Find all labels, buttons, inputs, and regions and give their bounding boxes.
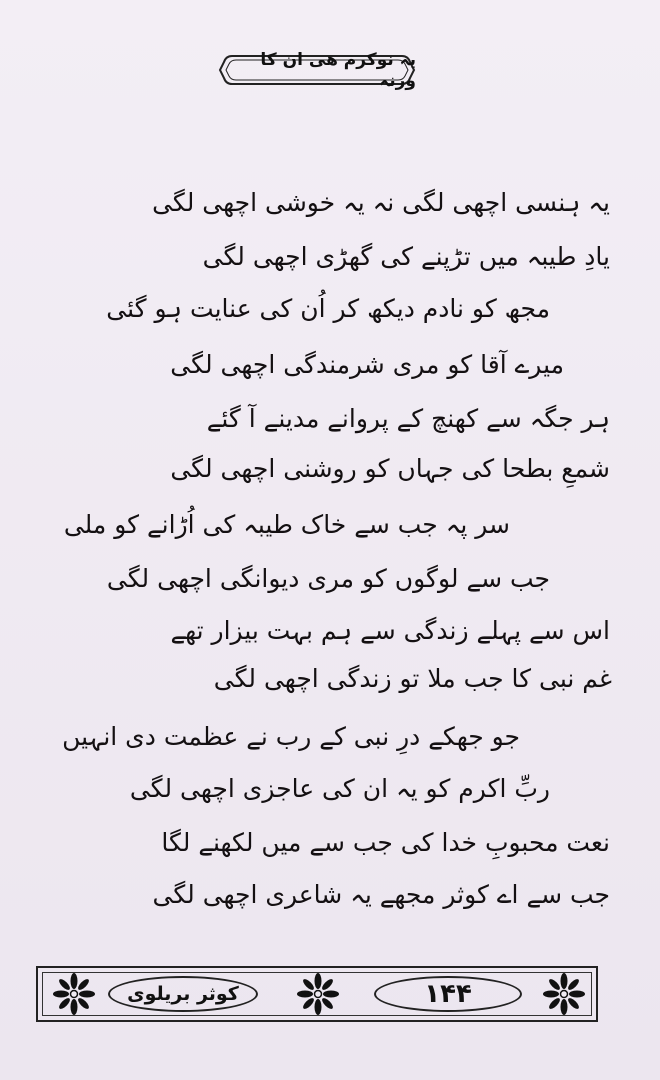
verse-line: غم نبی کا جب ملا تو زندگی اچھی لگی <box>213 664 612 693</box>
star-ornament-icon <box>542 972 586 1016</box>
verse-line: یہ ہنسی اچھی لگی نہ یہ خوشی اچھی لگی <box>152 188 610 217</box>
verse-line: ہر جگہ سے کھنچ کے پروانے مدینے آ گئے <box>206 404 610 433</box>
page-number: ۱۴۴ <box>424 979 472 1009</box>
verse-line: میرے آقا کو مری شرمندگی اچھی لگی <box>170 350 564 379</box>
verse-line: جب سے لوگوں کو مری دیوانگی اچھی لگی <box>106 564 550 593</box>
verse-line: ربِّ اکرم کو یہ ان کی عاجزی اچھی لگی <box>129 774 550 803</box>
poet-name: کوثر بریلوی <box>127 983 239 1005</box>
verse-line: جب سے اے کوثر مجھے یہ شاعری اچھی لگی <box>152 880 610 909</box>
verse-line: اس سے پہلے زندگی سے ہم بہت بیزار تھے <box>170 616 610 645</box>
verse-line: جو جھکے درِ نبی کے رب نے عظمت دی انہیں <box>62 722 520 751</box>
poet-name-oval <box>108 976 258 1012</box>
page-number-oval <box>374 976 522 1012</box>
header-title: یہ نوکرم ھی ان کا ورنہ <box>260 50 416 91</box>
star-ornament-icon <box>52 972 96 1016</box>
star-ornament-icon <box>296 972 340 1016</box>
verse-line: مجھ کو نادم دیکھ کر اُن کی عنایت ہو گئی <box>106 294 550 323</box>
verse-line: شمعِ بطحا کی جہاں کو روشنی اچھی لگی <box>170 454 610 483</box>
verse-line: سر پہ جب سے خاک طیبہ کی اُڑانے کو ملی <box>63 510 510 539</box>
verse-line: یادِ طیبہ میں تڑپنے کی گھڑی اچھی لگی <box>202 242 610 271</box>
header-ornament <box>218 50 416 91</box>
verse-line: نعت محبوبِ خدا کی جب سے میں لکھنے لگا <box>161 828 610 857</box>
